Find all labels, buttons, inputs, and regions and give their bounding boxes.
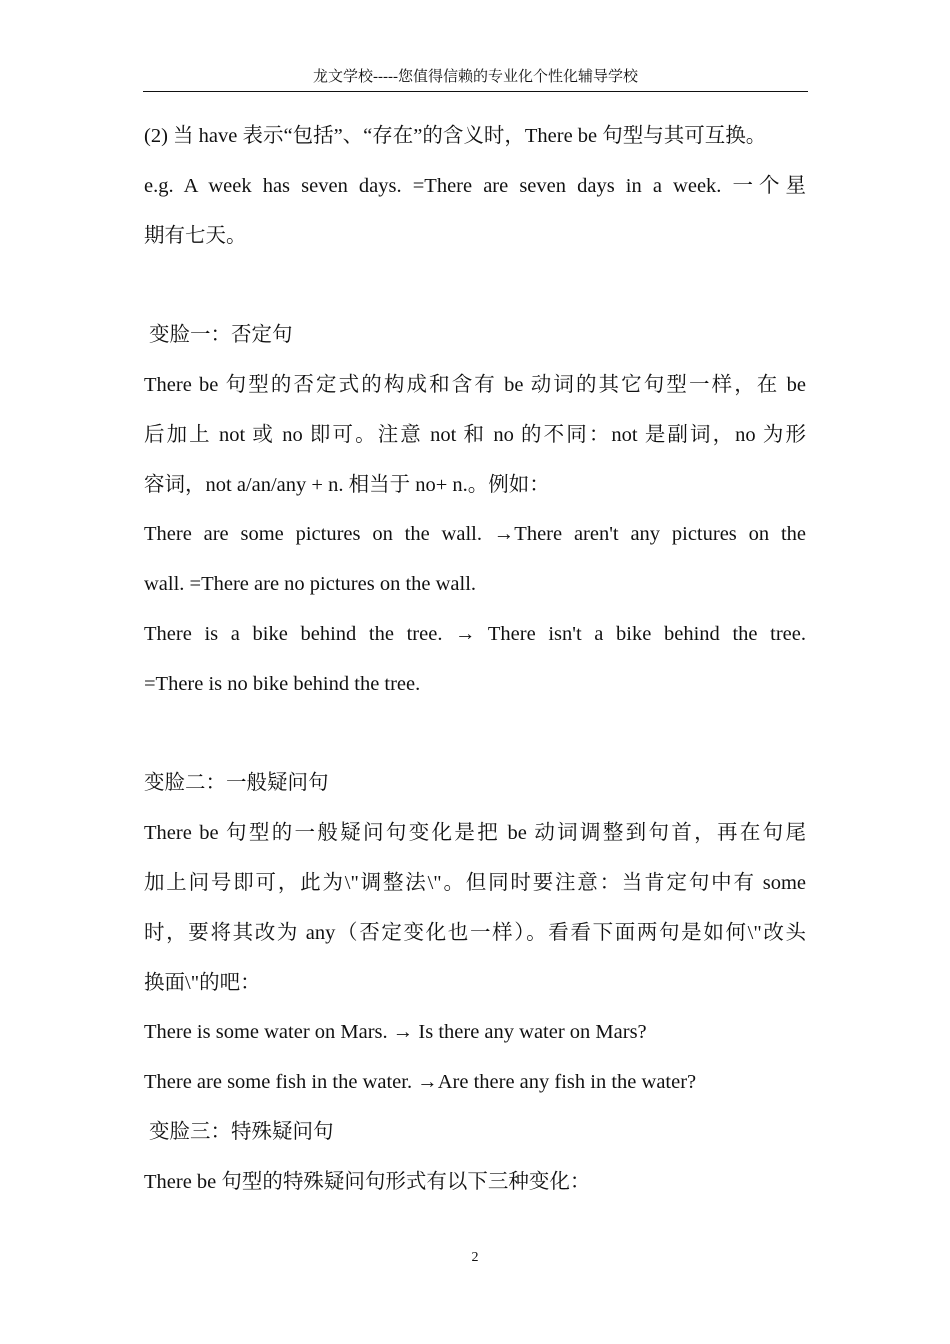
section-heading-wh-question: 变脸三：特殊疑问句 [149, 1120, 334, 1143]
document-body [144, 112, 806, 1208]
paragraph-line: 加上问号即可，此为\"调整法\"。但同时要注意：当肯定句中有 some [144, 871, 806, 894]
paragraph-line: 期有七天。 [144, 224, 247, 247]
page-header: 龙文学校-----您值得信赖的专业化个性化辅导学校 [313, 69, 638, 85]
example-line: There are some fish in the water. →Are there any fish in the water? [144, 1071, 697, 1094]
paragraph-line: 容词，not a/an/any + n. 相当于 no+ n.。例如： [144, 473, 550, 496]
example-line: There is some water on Mars. → Is there any water on Mars? [144, 1021, 647, 1044]
paragraph-line: e.g. A week has seven days. =There are seven days in a week. 一个星 [144, 174, 806, 197]
example-line: wall. =There are no pictures on the wall. [144, 573, 477, 596]
section-heading-negative: 变脸一：否定句 [149, 324, 293, 347]
paragraph-line: There be 句型的一般疑问句变化是把 be 动词调整到句首，再在句尾 [144, 822, 806, 845]
page-number: 2 [471, 1250, 479, 1265]
paragraph-line: (2) 当 have 表示“包括”、“存在”的含义时，There be 句型与其可互换。 [144, 125, 767, 147]
paragraph-line: 时，要将其改为 any（否定变化也一样）。看看下面两句是如何\"改头 [144, 921, 806, 944]
example-line: There is a bike behind the tree. → There isn't a bike behind the tree. [144, 622, 806, 645]
spacer [144, 261, 806, 311]
spacer [144, 710, 806, 760]
section-heading-yes-no-question: 变脸二：一般疑问句 [144, 772, 329, 795]
header-divider [143, 91, 808, 92]
example-line: =There is no bike behind the tree. [144, 672, 421, 695]
paragraph-line: 换面\"的吧： [144, 971, 261, 994]
paragraph-line: There be 句型的否定式的构成和含有 be 动词的其它句型一样，在 be [144, 373, 806, 396]
paragraph-line: 后加上 not 或 no 即可。注意 not 和 no 的不同：not 是副词，no 为形 [144, 423, 806, 446]
example-line: There are some pictures on the wall. →There aren't any pictures on the [144, 523, 806, 546]
paragraph-line: There be 句型的特殊疑问句形式有以下三种变化： [144, 1170, 591, 1193]
